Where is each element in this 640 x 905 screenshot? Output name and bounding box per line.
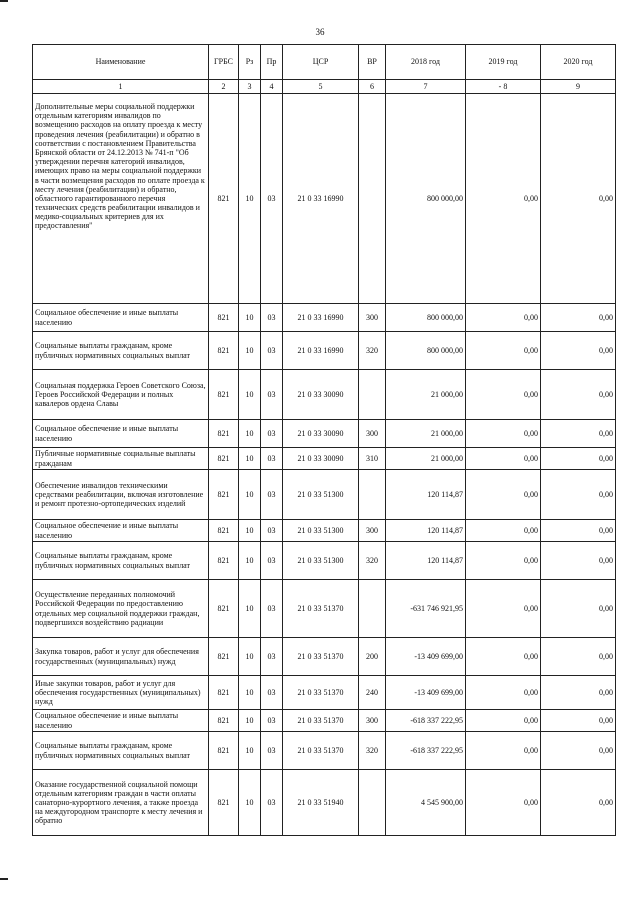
table-row	[33, 420, 616, 448]
header-2018: 2018 год	[386, 45, 466, 80]
row-2018: 120 114,87	[386, 542, 466, 580]
row-2019: 0,00	[466, 470, 541, 520]
row-pr: 03	[261, 304, 283, 332]
row-csr: 21 0 33 51300	[283, 542, 359, 580]
row-pr: 03	[261, 520, 283, 542]
header-grbs: ГРБС	[209, 45, 239, 80]
row-pr: 03	[261, 370, 283, 420]
row-rz: 10	[239, 420, 261, 448]
page-number: 36	[315, 27, 325, 37]
row-vr: 320	[359, 542, 386, 580]
column-index: 4	[261, 80, 283, 94]
column-index-row	[33, 80, 616, 94]
row-grbs: 821	[209, 732, 239, 770]
row-2019: 0,00	[466, 676, 541, 710]
row-2020: 0,00	[541, 370, 616, 420]
row-pr: 03	[261, 448, 283, 470]
row-name: Социальные выплаты гражданам, кроме публичных нормативных социальных выплат	[33, 542, 209, 580]
row-name: Иные закупки товаров, работ и услуг для обеспечения государственных (муниципальных) нужд	[33, 676, 209, 710]
row-pr: 03	[261, 710, 283, 732]
row-2020: 0,00	[541, 332, 616, 370]
table-row	[33, 638, 616, 676]
row-rz: 10	[239, 94, 261, 304]
row-grbs: 821	[209, 710, 239, 732]
header-rz: Рз	[239, 45, 261, 80]
row-vr	[359, 770, 386, 836]
row-csr: 21 0 33 51370	[283, 638, 359, 676]
row-csr: 21 0 33 30090	[283, 448, 359, 470]
row-pr: 03	[261, 470, 283, 520]
row-2019: 0,00	[466, 580, 541, 638]
row-grbs: 821	[209, 580, 239, 638]
row-2020: 0,00	[541, 676, 616, 710]
header-csr: ЦСР	[283, 45, 359, 80]
row-grbs: 821	[209, 520, 239, 542]
column-index: 6	[359, 80, 386, 94]
row-vr: 300	[359, 304, 386, 332]
row-vr: 300	[359, 710, 386, 732]
column-index: 3	[239, 80, 261, 94]
row-grbs: 821	[209, 542, 239, 580]
row-name: Социальное обеспечение и иные выплаты населению	[33, 710, 209, 732]
row-2018: -631 746 921,95	[386, 580, 466, 638]
row-pr: 03	[261, 542, 283, 580]
row-2018: -13 409 699,00	[386, 676, 466, 710]
row-pr: 03	[261, 770, 283, 836]
row-grbs: 821	[209, 304, 239, 332]
row-2019: 0,00	[466, 770, 541, 836]
row-2020: 0,00	[541, 732, 616, 770]
row-csr: 21 0 33 16990	[283, 304, 359, 332]
column-index: 5	[283, 80, 359, 94]
row-2018: 800 000,00	[386, 332, 466, 370]
row-2018: 21 000,00	[386, 370, 466, 420]
row-vr	[359, 580, 386, 638]
row-rz: 10	[239, 638, 261, 676]
row-2020: 0,00	[541, 520, 616, 542]
row-name: Социальные выплаты гражданам, кроме публичных нормативных социальных выплат	[33, 732, 209, 770]
row-vr	[359, 470, 386, 520]
row-2019: 0,00	[466, 94, 541, 304]
row-pr: 03	[261, 580, 283, 638]
row-grbs: 821	[209, 420, 239, 448]
header-vr: ВР	[359, 45, 386, 80]
row-rz: 10	[239, 580, 261, 638]
row-2018: 21 000,00	[386, 448, 466, 470]
row-grbs: 821	[209, 676, 239, 710]
row-2020: 0,00	[541, 470, 616, 520]
row-grbs: 821	[209, 770, 239, 836]
row-grbs: 821	[209, 370, 239, 420]
row-csr: 21 0 33 51370	[283, 732, 359, 770]
row-2020: 0,00	[541, 770, 616, 836]
row-2018: 120 114,87	[386, 520, 466, 542]
header-2020: 2020 год	[541, 45, 616, 80]
row-2019: 0,00	[466, 332, 541, 370]
row-2020: 0,00	[541, 710, 616, 732]
row-rz: 10	[239, 542, 261, 580]
row-vr	[359, 370, 386, 420]
row-csr: 21 0 33 30090	[283, 370, 359, 420]
row-csr: 21 0 33 51300	[283, 470, 359, 520]
table-row	[33, 770, 616, 836]
header-2019: 2019 год	[466, 45, 541, 80]
binding-mark	[0, 878, 8, 880]
table-row	[33, 332, 616, 370]
table-row	[33, 448, 616, 470]
table-row	[33, 370, 616, 420]
row-pr: 03	[261, 94, 283, 304]
row-vr	[359, 94, 386, 304]
row-2018: 800 000,00	[386, 94, 466, 304]
row-vr: 320	[359, 732, 386, 770]
row-grbs: 821	[209, 638, 239, 676]
row-name: Закупка товаров, работ и услуг для обеспечения государственных (муниципальных) нужд	[33, 638, 209, 676]
table-row	[33, 542, 616, 580]
row-name: Социальное обеспечение и иные выплаты населению	[33, 420, 209, 448]
row-pr: 03	[261, 676, 283, 710]
table-row	[33, 304, 616, 332]
table-row	[33, 94, 616, 304]
row-name: Обеспечение инвалидов техническими средствами реабилитации, включая изготовление и ремонт протезно-ортопедических изделий	[33, 470, 209, 520]
row-2020: 0,00	[541, 580, 616, 638]
row-csr: 21 0 33 16990	[283, 94, 359, 304]
row-vr: 320	[359, 332, 386, 370]
row-name: Осуществление переданных полномочий Российской Федерации по предоставлению отдельных мер социальной поддержки граждан, подвергшихся воздействию радиации	[33, 580, 209, 638]
row-2018: -618 337 222,95	[386, 710, 466, 732]
row-name: Социальная поддержка Героев Советского Союза, Героев Российской Федерации и полных кавалеров ордена Славы	[33, 370, 209, 420]
row-rz: 10	[239, 370, 261, 420]
row-2020: 0,00	[541, 542, 616, 580]
row-csr: 21 0 33 51300	[283, 520, 359, 542]
row-2019: 0,00	[466, 542, 541, 580]
row-2019: 0,00	[466, 710, 541, 732]
row-rz: 10	[239, 520, 261, 542]
row-csr: 21 0 33 16990	[283, 332, 359, 370]
row-name: Социальные выплаты гражданам, кроме публичных нормативных социальных выплат	[33, 332, 209, 370]
row-2018: 800 000,00	[386, 304, 466, 332]
row-csr: 21 0 33 51370	[283, 710, 359, 732]
row-csr: 21 0 33 51370	[283, 676, 359, 710]
row-pr: 03	[261, 420, 283, 448]
row-2020: 0,00	[541, 448, 616, 470]
row-2020: 0,00	[541, 304, 616, 332]
row-name: Дополнительные меры социальной поддержки отдельным категориям инвалидов по возмещению расходов на оплату проезда к месту проведения лечения (реабилитации) и обратно в соответствии с постановлением Правительства Брянской области от 24.12.2013 № 741-п "Об утверждении перечня категорий инвалидов, имеющих право на меры социальной поддержки в части возмещения расходов по оплате проезда к месту лечения (реабилитации) и обратно, областного гарантированного перечня технических средств реабилитации инвалидов и медико-социальных критериев для их предоставления"	[33, 94, 209, 304]
row-2020: 0,00	[541, 638, 616, 676]
row-vr: 240	[359, 676, 386, 710]
column-index: 7	[386, 80, 466, 94]
table-row	[33, 710, 616, 732]
header-row	[33, 45, 616, 80]
row-2019: 0,00	[466, 732, 541, 770]
row-vr: 300	[359, 420, 386, 448]
row-2018: -13 409 699,00	[386, 638, 466, 676]
row-2019: 0,00	[466, 420, 541, 448]
column-index: 2	[209, 80, 239, 94]
row-2018: -618 337 222,95	[386, 732, 466, 770]
row-2018: 4 545 900,00	[386, 770, 466, 836]
row-rz: 10	[239, 448, 261, 470]
column-index: - 8	[466, 80, 541, 94]
row-2020: 0,00	[541, 94, 616, 304]
row-2020: 0,00	[541, 420, 616, 448]
table-row	[33, 470, 616, 520]
row-rz: 10	[239, 470, 261, 520]
row-csr: 21 0 33 51940	[283, 770, 359, 836]
row-name: Социальное обеспечение и иные выплаты населению	[33, 304, 209, 332]
row-grbs: 821	[209, 94, 239, 304]
column-index: 1	[33, 80, 209, 94]
row-name: Оказание государственной социальной помощи отдельным категориям граждан в части оплаты санаторно-курортного лечения, а также проезда на междугородном транспорте к месту лечения и обратно	[33, 770, 209, 836]
row-pr: 03	[261, 332, 283, 370]
row-2019: 0,00	[466, 370, 541, 420]
row-rz: 10	[239, 710, 261, 732]
row-2019: 0,00	[466, 520, 541, 542]
row-vr: 300	[359, 520, 386, 542]
table-row	[33, 580, 616, 638]
header-name: Наименование	[33, 45, 209, 80]
row-name: Публичные нормативные социальные выплаты гражданам	[33, 448, 209, 470]
row-csr: 21 0 33 51370	[283, 580, 359, 638]
row-rz: 10	[239, 732, 261, 770]
row-vr: 200	[359, 638, 386, 676]
row-pr: 03	[261, 732, 283, 770]
row-name: Социальное обеспечение и иные выплаты населению	[33, 520, 209, 542]
row-2019: 0,00	[466, 638, 541, 676]
row-rz: 10	[239, 676, 261, 710]
table-body	[33, 94, 616, 836]
row-rz: 10	[239, 332, 261, 370]
row-2018: 120 114,87	[386, 470, 466, 520]
binding-mark	[0, 0, 8, 2]
row-pr: 03	[261, 638, 283, 676]
row-vr: 310	[359, 448, 386, 470]
row-rz: 10	[239, 770, 261, 836]
row-csr: 21 0 33 30090	[283, 420, 359, 448]
table-row	[33, 520, 616, 542]
table-row	[33, 676, 616, 710]
row-2019: 0,00	[466, 304, 541, 332]
row-rz: 10	[239, 304, 261, 332]
row-grbs: 821	[209, 448, 239, 470]
table-row	[33, 732, 616, 770]
row-2018: 21 000,00	[386, 420, 466, 448]
header-pr: Пр	[261, 45, 283, 80]
column-index: 9	[541, 80, 616, 94]
row-2019: 0,00	[466, 448, 541, 470]
row-grbs: 821	[209, 332, 239, 370]
row-grbs: 821	[209, 470, 239, 520]
budget-table	[32, 44, 616, 836]
